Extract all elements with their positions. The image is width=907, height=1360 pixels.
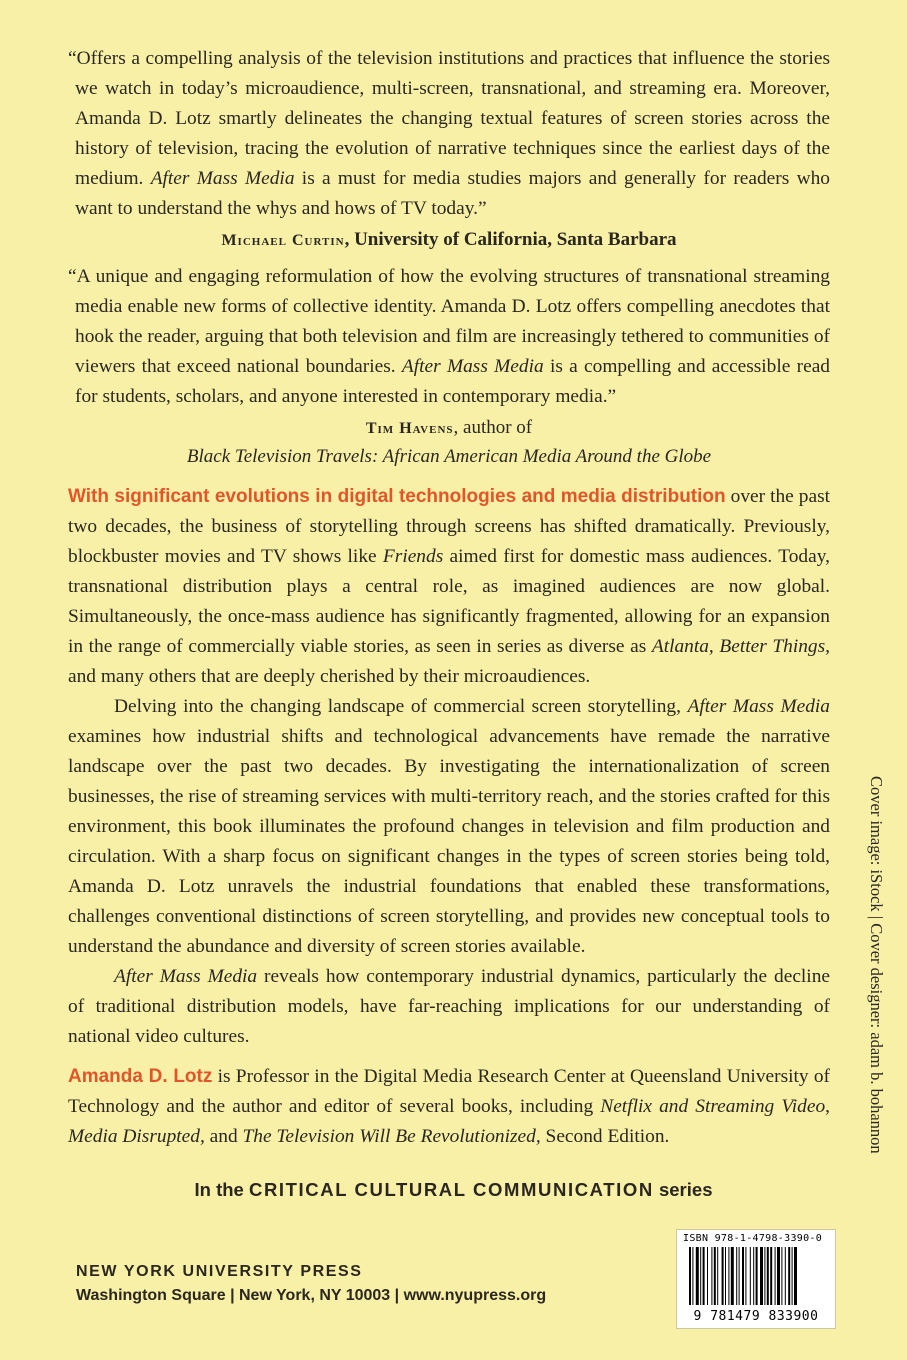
endorsement-attribution bbox=[68, 226, 830, 255]
book-description bbox=[68, 482, 830, 1052]
barcode-bars bbox=[689, 1247, 827, 1305]
barcode-bar bbox=[692, 1247, 693, 1305]
barcode-bar bbox=[764, 1247, 765, 1305]
barcode-bar bbox=[760, 1247, 763, 1305]
barcode-bar bbox=[728, 1247, 729, 1305]
series-name: CRITICAL CULTURAL COMMUNICATION bbox=[249, 1179, 654, 1200]
barcode-bar bbox=[777, 1247, 780, 1305]
isbn-barcode bbox=[676, 1229, 836, 1329]
description-paragraph: Delving into the changing landscape of commercial screen storytelling, After Mass Media examines how industrial shifts and technological advancements have remade the narrative landscape over the past two decades. By investigating the internationalization of screen businesses, the rise of streaming services with multi-territory reach, and the stories crafted for this environment, this book illuminates the profound changes in television and film production and circulation. With a sharp focus on significant changes in the types of screen stories being told, Amanda D. Lotz unravels the industrial foundations that enabled these transformations, challenges conventional distinctions of screen storytelling, and provides new conceptual tools to understand the abundance and diversity of screen stories available. bbox=[68, 696, 830, 957]
author-name: Amanda D. Lotz bbox=[68, 1066, 213, 1087]
description-paragraph: After Mass Media reveals how contemporary industrial dynamics, particularly the decline of traditional distribution models, have far-reaching implications for our understanding of national video cultures. bbox=[68, 966, 830, 1047]
endorsement-curtin bbox=[68, 44, 830, 255]
barcode-bar bbox=[750, 1247, 751, 1305]
barcode-bar bbox=[792, 1247, 793, 1305]
endorser-name: Michael Curtin bbox=[221, 232, 345, 249]
barcode-bar bbox=[756, 1247, 758, 1305]
publisher-imprint bbox=[76, 1263, 546, 1305]
endorser-affiliation: , University of California, Santa Barbara bbox=[344, 229, 677, 250]
series-line: In the CRITICAL CULTURAL COMMUNICATION series bbox=[194, 1179, 713, 1200]
barcode-bar bbox=[753, 1247, 754, 1305]
endorsement-text: “A unique and engaging reformulation of how the evolving structures of transnational streaming media enable new forms of collective identity. Amanda D. Lotz offers compelling anecdotes that hook the reader, arguing that both television and film are increasingly tethered to communities of viewers that exceed national boundaries. After Mass Media is a compelling and accessible read for students, scholars, and anyone interested in contemporary media.” bbox=[68, 266, 830, 407]
barcode-bar bbox=[788, 1247, 790, 1305]
barcode-bar bbox=[696, 1247, 699, 1305]
book-title: After Mass Media bbox=[150, 168, 295, 189]
endorser-affiliation: , author of bbox=[453, 417, 533, 438]
barcode-bar bbox=[775, 1247, 776, 1305]
description-paragraph: With significant evolutions in digital technologies and media distribution over the past two decades, the business of storytelling through screens has shifted dramatically. Previously, blockbuster movies and TV shows like Friends aimed first for domestic mass audiences. Today, transnational distribution plays a central role, as imagined audiences are now global. Simultaneously, the once-mass audience has significantly fragmented, allowing for an expansion in the range of commercially viable stories, as seen in series as diverse as Atlanta, Better Things, and many others that are deeply cherished by their microaudiences. bbox=[68, 486, 830, 687]
isbn-label: ISBN 978-1-4798-3390-0 bbox=[683, 1233, 823, 1244]
barcode-bar bbox=[731, 1247, 734, 1305]
barcode-bar bbox=[785, 1247, 786, 1305]
barcode-bar bbox=[781, 1247, 782, 1305]
barcode-bar bbox=[725, 1247, 726, 1305]
publisher-address: Washington Square | New York, NY 10003 | www.nyupress.org bbox=[76, 1287, 547, 1304]
cover-credit: Cover image: iStock | Cover designer: adam b. bohannon bbox=[867, 776, 886, 1154]
barcode-bar bbox=[770, 1247, 772, 1305]
barcode-bar bbox=[767, 1247, 769, 1305]
publisher-name: NEW YORK UNIVERSITY PRESS bbox=[76, 1263, 363, 1280]
barcode-bar bbox=[714, 1247, 716, 1305]
author-bio: Amanda D. Lotz is Professor in the Digital Media Research Center at Queensland University of Technology and the author and editor of several books, including Netflix and Streaming Video, Media Disrupted, and The Television Will Be Revolutionized, Second Edition. bbox=[68, 1066, 831, 1147]
barcode-digits: 9 781479 833900 bbox=[693, 1309, 819, 1324]
endorser-name: Tim Havens bbox=[365, 420, 454, 437]
barcode-bar bbox=[700, 1247, 701, 1305]
description-lead: With significant evolutions in digital technologies and media distribution bbox=[68, 486, 726, 507]
barcode-bar bbox=[794, 1247, 797, 1305]
endorsement-havens bbox=[68, 262, 830, 471]
barcode-bar bbox=[722, 1247, 724, 1305]
barcode-bar bbox=[745, 1247, 746, 1305]
endorser-book: Black Television Travels: African American Media Around the Globe bbox=[186, 446, 712, 467]
barcode-bar bbox=[717, 1247, 718, 1305]
barcode-bar bbox=[739, 1247, 740, 1305]
book-title: After Mass Media bbox=[401, 356, 544, 377]
barcode-bar bbox=[703, 1247, 705, 1305]
endorsement-attribution bbox=[68, 414, 830, 471]
barcode-bar bbox=[689, 1247, 691, 1305]
barcode-bar bbox=[736, 1247, 737, 1305]
barcode-bar bbox=[707, 1247, 708, 1305]
barcode-bar bbox=[742, 1247, 744, 1305]
barcode-bar bbox=[711, 1247, 712, 1305]
endorsement-text: “Offers a compelling analysis of the television institutions and practices that influence the stories we watch in today’s microaudience, multi-screen, transnational, and streaming era. Moreover, Amanda D. Lotz smartly delineates the changing textual features of screen stories across the history of television, tracing the evolution of narrative techniques since the earliest days of the medium. After Mass Media is a must for media studies majors and generally for readers who want to understand the whys and hows of TV today.” bbox=[68, 48, 830, 219]
